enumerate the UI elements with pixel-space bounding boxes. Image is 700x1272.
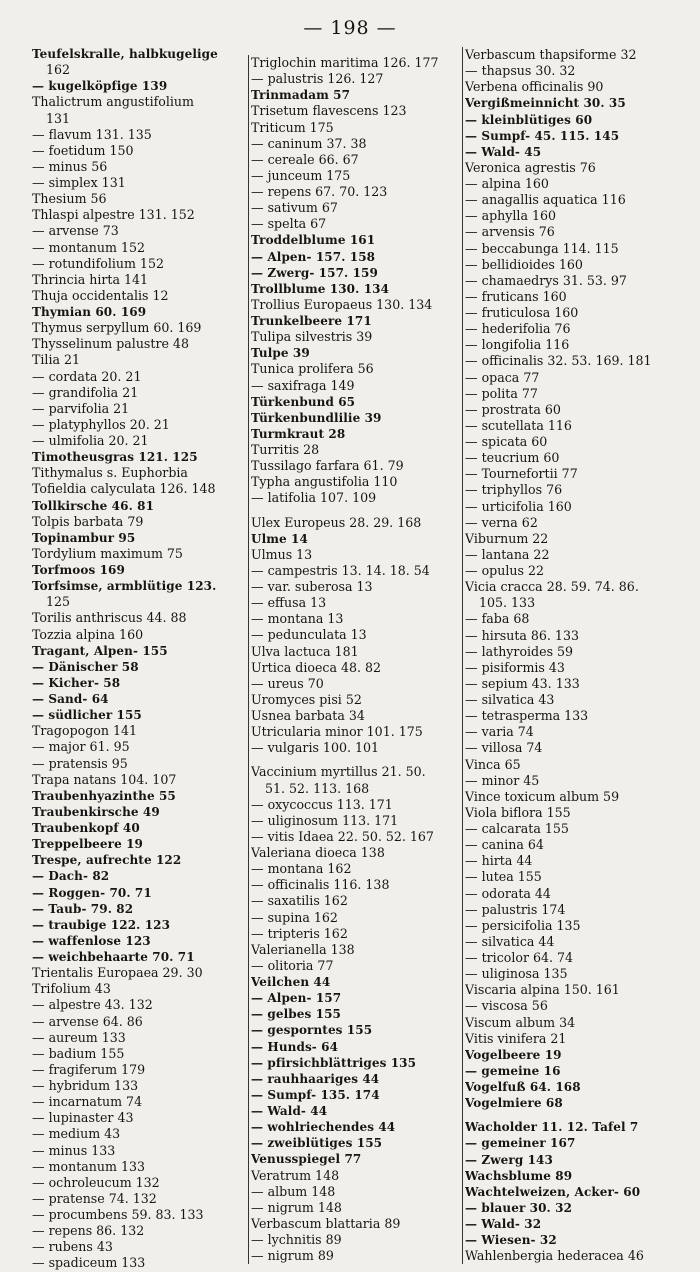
index-entry: — prostrata 60 xyxy=(465,401,561,417)
index-entry: Vicia cracca 28. 59. 74. 86. xyxy=(465,579,639,595)
index-column-2 xyxy=(248,55,459,1264)
index-entry: — Zwerg- 157. 159 xyxy=(251,265,378,280)
index-entry: — fragiferum 179 xyxy=(32,1061,146,1077)
index-entry: Trapa natans 104. 107 xyxy=(32,771,177,787)
index-entry: — alpestre 43. 132 xyxy=(32,997,153,1013)
index-entry: — rubens 43 xyxy=(32,1239,113,1255)
index-entry: — Zwerg 143 xyxy=(465,1152,553,1167)
index-entry: Uromyces pisi 52 xyxy=(251,691,362,707)
index-entry: — traubige 122. 123 xyxy=(32,917,171,932)
index-entry: — thapsus 30. 32 xyxy=(465,63,576,79)
index-entry: 105. 133 xyxy=(479,595,536,611)
index-entry: — opulus 22 xyxy=(465,563,544,578)
index-entry: — villosa 74 xyxy=(465,740,543,756)
index-entry: Troddelblume 161 xyxy=(251,233,376,248)
index-entry: — foetidum 150 xyxy=(32,142,134,158)
index-entry: — hirsuta 86. 133 xyxy=(465,627,579,643)
index-entry: — südlicher 155 xyxy=(32,708,142,723)
index-entry: — kugelköpfige 139 xyxy=(32,79,168,94)
index-entry: Viscaria alpina 150. 161 xyxy=(465,982,620,998)
index-entry: Torilis anthriscus 44. 88 xyxy=(32,610,187,626)
index-entry: — procumbens 59. 83. 133 xyxy=(32,1207,204,1222)
index-entry: Tithymalus s. Euphorbia xyxy=(32,465,188,481)
index-entry: — lathyroides 59 xyxy=(465,643,574,659)
index-entry: Topinambur 95 xyxy=(32,530,136,545)
index-entry: — minus 56 xyxy=(32,158,108,174)
index-entry: Thesium 56 xyxy=(32,191,107,207)
index-entry: — cereale 66. 67 xyxy=(251,151,359,167)
index-entry: Wahlenbergia hederacea 46 xyxy=(465,1248,644,1264)
index-entry: — pfirsichblättriges 135 xyxy=(251,1055,417,1070)
index-entry: — uliginosa 135 xyxy=(465,966,568,982)
index-entry: Wachtelweizen, Acker- 60 xyxy=(465,1184,641,1199)
index-entry: — Tournefortii 77 xyxy=(465,466,578,482)
index-entry: Triglochin maritima 126. 177 xyxy=(251,55,439,70)
index-entry: — weichbehaarte 70. 71 xyxy=(32,950,195,964)
index-entry: — gesporntes 155 xyxy=(251,1023,373,1038)
index-entry: — simplex 131 xyxy=(32,175,126,190)
index-entry: — montanum 152 xyxy=(32,239,146,255)
index-entry: — rotundifolium 152 xyxy=(32,255,164,271)
index-entry: — supina 162 xyxy=(251,909,338,925)
index-entry: Valerianella 138 xyxy=(251,941,355,957)
index-entry: Trollius Europaeus 130. 134 xyxy=(251,296,433,312)
index-entry: — pratense 74. 132 xyxy=(32,1190,157,1206)
index-entry: — arvense 64. 86 xyxy=(32,1013,143,1029)
index-entry: — officinalis 116. 138 xyxy=(251,877,390,893)
index-entry: Tilia 21 xyxy=(32,352,81,368)
index-entry: — teucrium 60 xyxy=(465,450,560,466)
index-entry: Trespe, aufrechte 122 xyxy=(32,853,182,868)
index-entry: — polita 77 xyxy=(465,385,538,401)
index-entry: — spadiceum 133 xyxy=(32,1255,146,1271)
index-entry: — triphyllos 76 xyxy=(465,482,563,498)
index-entry: Treppelbeere 19 xyxy=(32,837,143,852)
index-entry: 131 xyxy=(46,110,71,126)
index-entry: Tolpis barbata 79 xyxy=(32,513,144,529)
index-entry: — silvatica 43 xyxy=(465,692,555,707)
index-entry: Traubenkopf 40 xyxy=(32,821,140,835)
index-entry: — ureus 70 xyxy=(251,675,324,691)
index-entry: — montana 162 xyxy=(251,861,352,877)
page-number: — 198 — xyxy=(303,17,397,39)
index-entry: — latifolia 107. 109 xyxy=(251,490,377,506)
index-entry: — montana 13 xyxy=(251,611,344,627)
index-entry: — Alpen- 157. 158 xyxy=(251,249,376,264)
index-entry: — hederifolia 76 xyxy=(465,321,571,337)
index-entry: Trientalis Europaea 29. 30 xyxy=(32,965,203,981)
index-entry: — Hunds- 64 xyxy=(251,1039,339,1054)
index-entry: — scutellata 116 xyxy=(465,417,572,433)
index-entry: — tripteris 162 xyxy=(251,925,348,941)
index-entry: — alpina 160 xyxy=(465,176,549,191)
index-entry: Turmkraut 28 xyxy=(251,426,346,441)
index-entry: — canina 64 xyxy=(465,837,544,853)
index-entry: — parvifolia 21 xyxy=(32,400,130,416)
index-entry: Ulmus 13 xyxy=(251,546,313,562)
index-entry: — fruticans 160 xyxy=(465,288,567,304)
index-entry: Ulex Europeus 28. 29. 168 xyxy=(251,514,422,530)
index-entry: — zweiblütiges 155 xyxy=(251,1136,383,1151)
index-entry: — Wald- 45 xyxy=(465,144,542,159)
index-entry: — minus 133 xyxy=(32,1142,116,1158)
index-entry: Thuja occidentalis 12 xyxy=(32,287,169,303)
index-entry: Verbascum blattaria 89 xyxy=(251,1215,401,1231)
index-entry: Vince toxicum album 59 xyxy=(465,788,620,804)
index-entry: — chamaedrys 31. 53. 97 xyxy=(465,272,627,288)
index-entry: — blauer 30. 32 xyxy=(465,1200,573,1215)
index-column-3 xyxy=(462,47,695,1264)
index-entry: Veratrum 148 xyxy=(251,1167,340,1183)
index-entry: — Sumpf- 135. 174 xyxy=(251,1087,380,1102)
index-entry: — nigrum 148 xyxy=(251,1199,342,1215)
index-entry: Tussilago farfara 61. 79 xyxy=(251,458,404,474)
index-entry: Tragopogon 141 xyxy=(32,723,138,739)
index-entry: — Sumpf- 45. 115. 145 xyxy=(465,128,620,143)
index-entry: — ulmifolia 20. 21 xyxy=(32,433,149,448)
index-entry: — hybridum 133 xyxy=(32,1078,139,1093)
index-entry: — effusa 13 xyxy=(251,595,327,611)
index-entry: — incarnatum 74 xyxy=(32,1094,143,1110)
index-entry: — verna 62 xyxy=(465,514,538,530)
index-entry: — montanum 133 xyxy=(32,1158,146,1174)
index-entry: — Wiesen- 32 xyxy=(465,1233,557,1248)
index-entry: — olitoria 77 xyxy=(251,957,334,973)
index-entry: Viscum album 34 xyxy=(465,1014,576,1030)
index-column-1 xyxy=(32,46,237,1272)
index-entry: Vaccinium myrtillus 21. 50. xyxy=(251,764,426,780)
index-entry: Tordylium maximum 75 xyxy=(32,545,183,561)
index-entry: Thymus serpyllum 60. 169 xyxy=(32,320,202,336)
index-entry: Türkenbund 65 xyxy=(251,394,356,409)
index-entry: Trifolium 43 xyxy=(32,981,111,997)
index-entry: — tetrasperma 133 xyxy=(465,708,589,724)
index-entry: Timotheusgras 121. 125 xyxy=(32,450,198,465)
index-entry: — palustris 174 xyxy=(465,901,566,917)
index-entry: — Dänischer 58 xyxy=(32,659,139,674)
index-entry: Vogelmiere 68 xyxy=(465,1096,563,1111)
index-entry: Thalictrum angustifolium xyxy=(32,94,194,110)
index-entry: — anagallis aquatica 116 xyxy=(465,192,626,208)
index-entry: Trinmadam 57 xyxy=(251,88,351,103)
index-entry: Valeriana dioeca 138 xyxy=(251,845,385,860)
index-entry: — lupinaster 43 xyxy=(32,1110,134,1126)
index-entry: — hirta 44 xyxy=(465,853,533,869)
index-entry: — kleinblütiges 60 xyxy=(465,112,593,127)
index-entry: — cordata 20. 21 xyxy=(32,368,142,384)
index-entry: — officinalis 32. 53. 169. 181 xyxy=(465,353,652,369)
index-entry: — caninum 37. 38 xyxy=(251,135,367,151)
index-entry: — campestris 13. 14. 18. 54 xyxy=(251,562,430,578)
index-entry: Thysselinum palustre 48 xyxy=(32,336,189,352)
index-entry: — minor 45 xyxy=(465,772,540,788)
index-entry: Tragant, Alpen- 155 xyxy=(32,643,168,658)
index-entry: — wohlriechendes 44 xyxy=(251,1120,396,1135)
index-entry: — arvense 73 xyxy=(32,223,119,239)
index-entry: — rauhhaariges 44 xyxy=(251,1071,380,1086)
index-entry: Turritis 28 xyxy=(251,442,320,457)
index-entry: — palustris 126. 127 xyxy=(251,71,384,87)
index-entry: — badium 155 xyxy=(32,1045,125,1061)
index-entry: 162 xyxy=(46,62,71,78)
index-entry: Thlaspi alpestre 131. 152 xyxy=(32,207,195,223)
index-entry: Veilchen 44 xyxy=(251,975,331,989)
index-entry: — sepium 43. 133 xyxy=(465,675,580,691)
index-entry: — bellidioides 160 xyxy=(465,256,583,272)
index-entry: Tozzia alpina 160 xyxy=(32,626,144,642)
index-entry: — repens 67. 70. 123 xyxy=(251,184,388,199)
index-entry: Vergißmeinnicht 30. 35 xyxy=(465,96,626,111)
index-entry: — Wald- 32 xyxy=(465,1217,542,1231)
index-entry: — vitis Idaea 22. 50. 52. 167 xyxy=(251,828,434,844)
index-entry: — Kicher- 58 xyxy=(32,675,121,690)
index-entry: — gemeiner 167 xyxy=(465,1136,576,1151)
index-entry: Verbascum thapsiforme 32 xyxy=(465,47,637,62)
index-entry: Tulpe 39 xyxy=(251,346,310,361)
index-entry: Traubenkirsche 49 xyxy=(32,804,160,819)
index-entry: — gelbes 155 xyxy=(251,1007,341,1022)
index-entry: — persicifolia 135 xyxy=(465,917,581,933)
index-entry: Trollblume 130. 134 xyxy=(251,281,390,296)
index-entry: — arvensis 76 xyxy=(465,224,555,240)
index-entry: — spicata 60 xyxy=(465,434,548,449)
index-entry: — lychnitis 89 xyxy=(251,1232,342,1247)
index-entry: Thymian 60. 169 xyxy=(32,305,147,319)
index-entry: — spelta 67 xyxy=(251,216,327,232)
index-entry: — aureum 133 xyxy=(32,1029,126,1045)
index-entry: Torfmoos 169 xyxy=(32,563,125,577)
index-entry: 125 xyxy=(46,594,71,610)
index-entry: — uliginosum 113. 171 xyxy=(251,812,399,828)
index-entry: — lutea 155 xyxy=(465,869,542,885)
index-entry: 51. 52. 113. 168 xyxy=(265,780,370,796)
index-entry: — viscosa 56 xyxy=(465,998,548,1014)
index-entry: — repens 86. 132 xyxy=(32,1223,145,1239)
index-entry: Viburnum 22 xyxy=(465,530,549,546)
index-entry: Verbena officinalis 90 xyxy=(465,79,604,95)
index-entry: Utricularia minor 101. 175 xyxy=(251,724,423,740)
index-entry: Ulme 14 xyxy=(251,531,308,546)
index-entry: Tunica prolifera 56 xyxy=(251,361,374,377)
index-entry: — pratensis 95 xyxy=(32,755,128,771)
index-entry: Vinca 65 xyxy=(465,756,521,772)
index-entry: — tricolor 64. 74 xyxy=(465,950,574,965)
index-entry: — Dach- 82 xyxy=(32,869,110,884)
index-entry: Wachsblume 89 xyxy=(465,1168,573,1183)
index-entry: — silvatica 44 xyxy=(465,933,555,949)
index-entry: — waffenlose 123 xyxy=(32,933,151,948)
index-entry: — aphylla 160 xyxy=(465,208,556,224)
index-entry: — odorata 44 xyxy=(465,885,551,901)
index-entry: — major 61. 95 xyxy=(32,739,130,755)
index-entry: — saxifraga 149 xyxy=(251,377,355,393)
index-entry: — ochroleucum 132 xyxy=(32,1174,160,1190)
index-entry: — faba 68 xyxy=(465,611,530,627)
index-entry: — Alpen- 157 xyxy=(251,991,342,1006)
index-entry: — junceum 175 xyxy=(251,167,351,183)
index-entry: — oxycoccus 113. 171 xyxy=(251,796,393,812)
index-entry: — nigrum 89 xyxy=(251,1248,334,1264)
index-entry: — album 148 xyxy=(251,1183,336,1199)
index-entry: Ulva lactuca 181 xyxy=(251,643,359,659)
index-entry: — urticifolia 160 xyxy=(465,498,572,514)
index-entry: — longifolia 116 xyxy=(465,337,570,353)
index-entry: Trunkelbeere 171 xyxy=(251,314,372,328)
index-entry: Türkenbundlilie 39 xyxy=(251,410,382,425)
index-entry: Tulipa silvestris 39 xyxy=(251,329,373,345)
index-entry: Vitis vinifera 21 xyxy=(465,1030,567,1046)
index-entry: — beccabunga 114. 115 xyxy=(465,240,619,256)
index-entry: — opaca 77 xyxy=(465,369,540,385)
index-entry: Vogelfuß 64. 168 xyxy=(465,1080,581,1094)
index-entry: — saxatilis 162 xyxy=(251,893,348,909)
index-entry: — vulgaris 100. 101 xyxy=(251,740,380,756)
index-entry: — Roggen- 70. 71 xyxy=(32,885,152,900)
index-entry: Tollkirsche 46. 81 xyxy=(32,498,155,513)
index-entry: Torfsimse, armblütige 123. xyxy=(32,579,217,594)
index-entry: — medium 43 xyxy=(32,1126,121,1142)
index-entry: Veronica agrestis 76 xyxy=(465,159,596,175)
index-entry: Vogelbeere 19 xyxy=(465,1047,562,1062)
index-entry: Typha angustifolia 110 xyxy=(251,474,398,490)
index-entry: — gemeine 16 xyxy=(465,1063,561,1078)
index-entry: — pisiformis 43 xyxy=(465,659,565,675)
index-entry: Trisetum flavescens 123 xyxy=(251,103,407,119)
index-entry: — calcarata 155 xyxy=(465,821,569,836)
index-entry: — grandifolia 21 xyxy=(32,384,139,400)
index-entry: — varia 74 xyxy=(465,724,534,740)
index-entry: Urtica dioeca 48. 82 xyxy=(251,659,382,675)
index-entry: Venusspiegel 77 xyxy=(251,1152,362,1167)
index-entry: Tofieldia calyculata 126. 148 xyxy=(32,481,216,497)
index-entry: Usnea barbata 34 xyxy=(251,708,365,723)
index-entry: Traubenhyazinthe 55 xyxy=(32,788,176,803)
index-entry: Triticum 175 xyxy=(251,119,334,135)
index-entry: — lantana 22 xyxy=(465,546,550,562)
index-entry: Teufelskralle, halbkugelige xyxy=(32,47,218,61)
index-entry: — var. suberosa 13 xyxy=(251,579,373,594)
index-entry: — platyphyllos 20. 21 xyxy=(32,416,170,432)
index-entry: — Sand- 64 xyxy=(32,692,109,706)
index-entry: Viola biflora 155 xyxy=(465,804,571,820)
index-entry: Thrincia hirta 141 xyxy=(32,271,149,287)
index-entry: — sativum 67 xyxy=(251,200,338,216)
index-entry: — pedunculata 13 xyxy=(251,627,367,643)
index-entry: Wacholder 11. 12. Tafel 7 xyxy=(465,1120,639,1135)
index-entry: — Wald- 44 xyxy=(251,1104,328,1118)
index-entry: — Taub- 79. 82 xyxy=(32,901,134,916)
index-entry: — flavum 131. 135 xyxy=(32,126,152,142)
index-entry: — fruticulosa 160 xyxy=(465,305,579,320)
